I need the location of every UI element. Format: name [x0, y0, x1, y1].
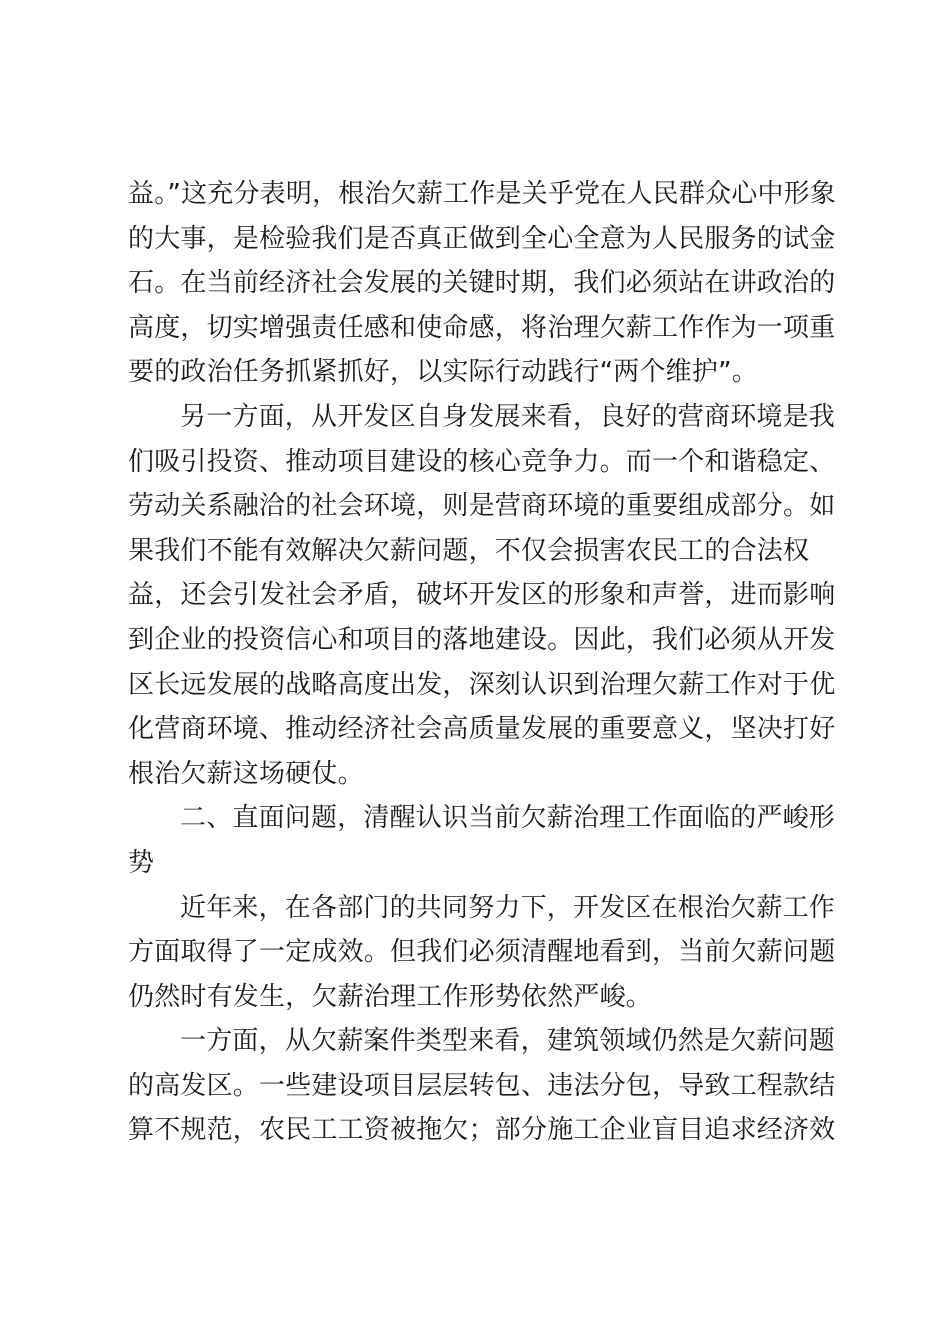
text-line: 益。”这充分表明，根治欠薪工作是关乎党在人民群众心中形象	[128, 179, 837, 209]
section-heading: 二、直面问题，清醒认识当前欠薪治理工作面临的严峻形	[180, 803, 836, 834]
section-heading-continued: 势	[128, 847, 155, 878]
paragraph-first-line: 近年来，在各部门的共同努力下，开发区在根治欠薪工作	[180, 892, 836, 923]
text-line: 的高发区。一些建设项目层层转包、违法分包，导致工程款结	[128, 1070, 836, 1101]
text-line: 劳动关系融洽的社会环境，则是营商环境的重要组成部分。如	[128, 491, 836, 522]
text-line: 们吸引投资、推动项目建设的核心竞争力。而一个和谐稳定、	[128, 446, 836, 477]
text-line: 高度，切实增强责任感和使命感，将治理欠薪工作作为一项重	[128, 312, 836, 343]
text-line: 方面取得了一定成效。但我们必须清醒地看到，当前欠薪问题	[128, 937, 836, 968]
text-line: 石。在当前经济社会发展的关键时期，我们必须站在讲政治的	[128, 268, 836, 299]
document-page	[128, 172, 837, 1153]
paragraph-first-line: 另一方面，从开发区自身发展来看，良好的营商环境是我	[180, 401, 836, 432]
text-line: 仍然时有发生，欠薪治理工作形势依然严峻。	[128, 981, 653, 1012]
text-line: 益，还会引发社会矛盾，破坏开发区的形象和声誉，进而影响	[128, 580, 836, 611]
text-line: 要的政治任务抓紧抓好，以实际行动践行“两个维护”。	[128, 357, 758, 388]
text-line: 区长远发展的战略高度出发，深刻认识到治理欠薪工作对于优	[128, 669, 836, 700]
text-line: 到企业的投资信心和项目的落地建设。因此，我们必须从开发	[128, 624, 836, 655]
paragraph-first-line: 一方面，从欠薪案件类型来看，建筑领域仍然是欠薪问题	[180, 1026, 836, 1057]
text-line: 的大事，是检验我们是否真正做到全心全意为人民服务的试金	[128, 223, 836, 254]
text-line: 化营商环境、推动经济社会高质量发展的重要意义，坚决打好	[128, 714, 836, 745]
text-line: 果我们不能有效解决欠薪问题，不仅会损害农民工的合法权	[128, 535, 810, 566]
text-line: 根治欠薪这场硬仗。	[128, 758, 364, 789]
text-line: 算不规范，农民工工资被拖欠；部分施工企业盲目追求经济效	[128, 1115, 836, 1146]
